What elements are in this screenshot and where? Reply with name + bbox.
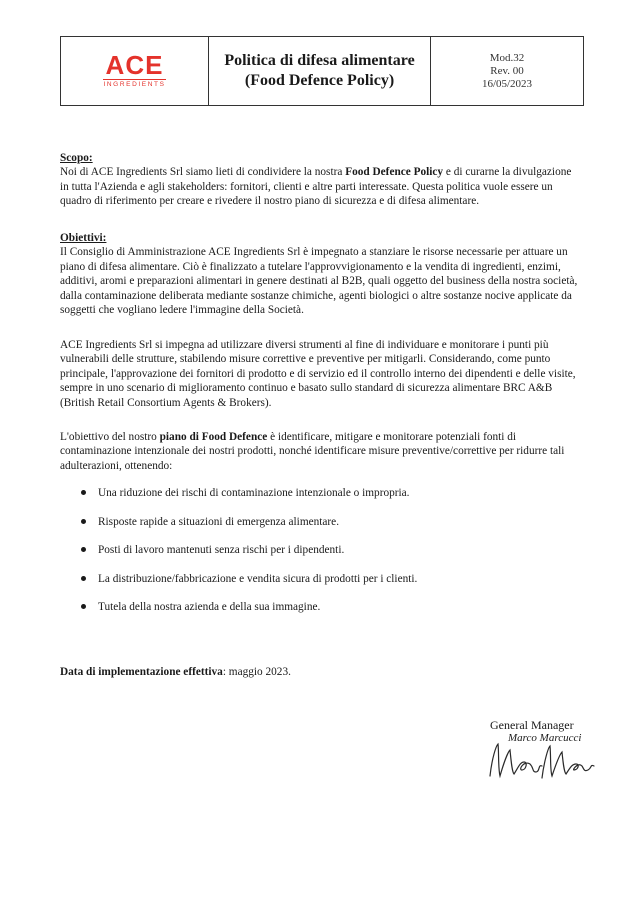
bullet-icon [81, 604, 86, 609]
obiettivi-paragraph-1: Il Consiglio di Amministrazione ACE Ingredients Srl è impegnato a stanziare le risorse necessarie per attuare un piano di difesa alimentare. Ciò è finalizzato a tutelare l'approvvigionamento e la vendita di ingredienti, enzimi, additivi, aromi e preparazioni alimentari in genere destinati al B2B, quali oggetto del business della nostra società, dalla contaminazione deliberata mediante sostanze chimiche, agenti biologici o altre sostanze nocive applicate da soggetti che vogliano ledere l'immagine della Società. [60, 246, 578, 317]
list-item [60, 600, 580, 629]
title-line-1: Politica di difesa alimentare [224, 52, 415, 69]
objectives-list [60, 486, 580, 629]
p3-text-before: L'obiettivo del nostro [60, 431, 160, 443]
bullet-icon [81, 547, 86, 552]
bullet-icon [81, 519, 86, 524]
list-item-text: Una riduzione dei rischi di contaminazione intenzionale o impropria. [98, 487, 410, 499]
list-item [60, 543, 580, 572]
list-item [60, 486, 580, 515]
list-item-text: Posti di lavoro mantenuti senza rischi per i dipendenti. [98, 544, 345, 556]
list-item-text: Tutela della nostra azienda e della sua immagine. [98, 601, 321, 613]
implementation-date [60, 665, 580, 679]
implementation-value: : maggio 2023. [222, 666, 291, 678]
logo-subtitle: INGREDIENTS [103, 81, 166, 88]
scopo-section [60, 151, 580, 209]
signer-name: Marco Marcucci [508, 732, 582, 744]
signature-block [470, 718, 610, 745]
company-logo [61, 37, 209, 105]
bullet-icon [81, 490, 86, 495]
list-item [60, 515, 580, 544]
scopo-bold: Food Defence Policy [345, 166, 444, 179]
revision-date: 16/05/2023 [481, 77, 533, 90]
scopo-text-after: e di curarne la divulgazione in tutta l'Azienda e agli stakeholders: fornitori, clienti e altre parti interessate. Questa politica vuole essere un quadro di riferimento per creare e rivedere il nostro piano di sicurezza e di difesa alimentare. [60, 166, 572, 208]
implementation-label: Data di implementazione effettiva [60, 666, 223, 678]
list-item-text: Risposte rapide a situazioni di emergenza alimentare. [98, 515, 340, 528]
obiettivi-paragraph-3 [60, 430, 580, 473]
obiettivi-section [60, 231, 580, 317]
document-meta [431, 37, 583, 105]
bullet-icon [81, 576, 86, 581]
title-line-2: (Food Defence Policy) [244, 72, 395, 89]
obiettivi-heading: Obiettivi: [60, 232, 107, 244]
p3-bold: piano di Food Defence [159, 431, 268, 443]
list-item-text: La distribuzione/fabbricazione e vendita sicura di prodotti per i clienti. [98, 572, 418, 585]
document-title [209, 37, 431, 105]
module-number: Mod.32 [489, 51, 525, 64]
signer-role: General Manager [490, 718, 574, 732]
handwritten-signature [484, 738, 599, 782]
obiettivi-paragraph-2: ACE Ingredients Srl si impegna ad utilizzare diversi strumenti al fine di individuare e monitorare i punti più vulnerabili delle strutture, stabilendo misure correttive e preventive per mitigarli. Considerando, come punto principale, l'approvazione dei fornitori di prodotto e di servizio ed il controllo interno dei dipendenti e delle visite, sempre in uno scenario di miglioramento continuo e basato sullo standard di sicurezza alimentare BRC A&B (British Retail Consortium Agents & Brokers). [60, 339, 576, 409]
p3-text-after: è identificare, mitigare e monitorare potenziali fonti di contaminazione intenzionale dei nostri prodotti, nonché identificare misure preventive/correttive per ridurre tali adulterazioni, ottenendo: [60, 431, 565, 472]
scopo-heading: Scopo: [60, 152, 93, 164]
revision-number: Rev. 00 [490, 64, 524, 77]
logo-wordmark: ACE [105, 50, 164, 80]
list-item [60, 572, 580, 601]
scopo-text-before: Noi di ACE Ingredients Srl siamo lieti di condividere la nostra [60, 166, 346, 179]
document-header [60, 36, 584, 106]
